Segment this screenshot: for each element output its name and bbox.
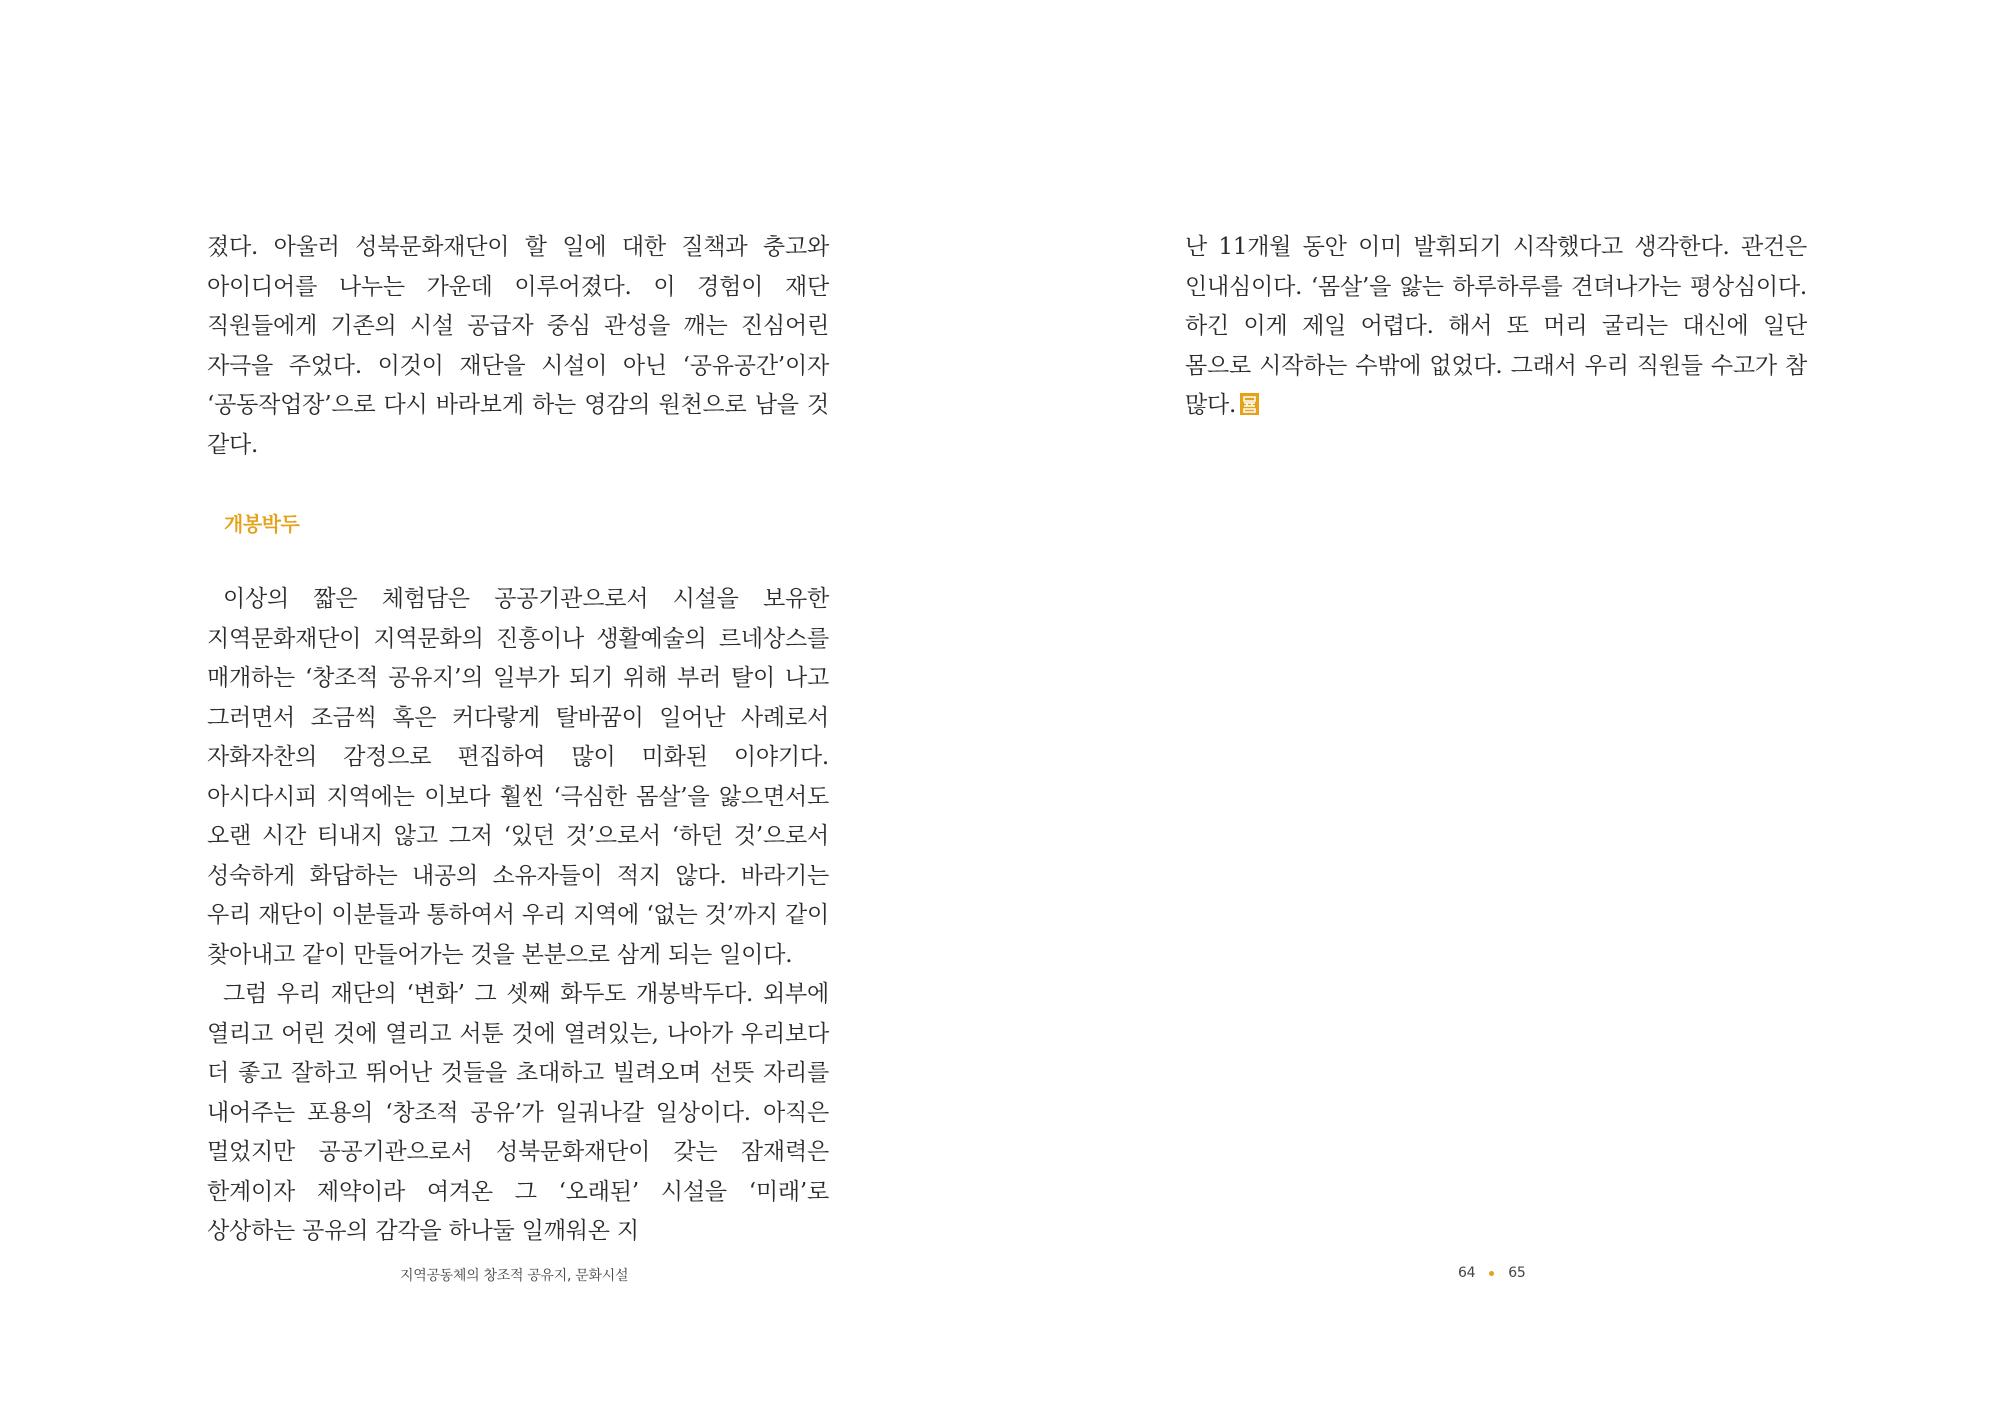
- page-number-right: 65: [1508, 1265, 1526, 1281]
- page-number-left: 64: [1458, 1265, 1476, 1281]
- left-body-block: [207, 580, 829, 1252]
- right-page: [1000, 0, 2000, 1413]
- intro-paragraph: 졌다. 아울러 성북문화재단이 할 일에 대한 질책과 충고와 아이디어를 나누는 가운데 이루어졌다. 이 경험이 재단 직원들에게 기존의 시설 공급자 중심 관성을 깨는 진심어린 자극을 주었다. 이것이 재단을 시설이 아닌 ‘공유공간’이자 ‘공동작업장’으로 다시 바라보게 하는 영감의 원천으로 남을 것 같다.: [207, 234, 829, 458]
- right-body-block: [1185, 228, 1807, 426]
- page-separator-dot: [1489, 1271, 1494, 1276]
- running-footer-title: 지역공동체의 창조적 공유지, 문화시설: [400, 1268, 629, 1284]
- left-intro-block: [207, 228, 829, 465]
- body-paragraph-2: 그럼 우리 재단의 ‘변화’ 그 셋째 화두도 개봉박두다. 외부에 열리고 어린 것에 열리고 서툰 것에 열려있는, 나아가 우리보다 더 좋고 잘하고 뛰어난 것들을 초대하고 빌려오며 선뜻 자리를 내어주는 포용의 ‘창조적 공유’가 일궈나갈 일상이다. 아직은 멀었지만 공공기관으로서 성북문화재단이 갖는 잠재력은 한계이자 제약이라 여겨온 그 ‘오래된’ 시설을 ‘미래’로 상상하는 공유의 감각을 하나둘 일깨워온 지: [207, 981, 829, 1244]
- page-numbers: [1458, 1265, 1525, 1281]
- end-mark-icon: [1240, 393, 1259, 415]
- body-paragraph-1: 이상의 짧은 체험담은 공공기관으로서 시설을 보유한 지역문화재단이 지역문화의 진흥이나 생활예술의 르네상스를 매개하는 ‘창조적 공유지’의 일부가 되기 위해 부러 탈이 나고 그러면서 조금씩 혹은 커다랗게 탈바꿈이 일어난 사례로서 자화자찬의 감정으로 편집하여 많이 미화된 이야기다. 아시다시피 지역에는 이보다 훨씬 ‘극심한 몸살’을 앓으면서도 오랜 시간 티내지 않고 그저 ‘있던 것’으로서 ‘하던 것’으로서 성숙하게 화답하는 내공의 소유자들이 적지 않다. 바라기는 우리 재단이 이분들과 통하여서 우리 지역에 ‘없는 것’까지 같이 찾아내고 같이 만들어가는 것을 본분으로 삼게 되는 일이다.: [207, 586, 829, 968]
- right-paragraph-text: 난 11개월 동안 이미 발휘되기 시작했다고 생각한다. 관건은 인내심이다. ‘몸살’을 앓는 하루하루를 견뎌나가는 평상심이다. 하긴 이게 제일 어렵다. 해서 또 머리 굴리는 대신에 일단 몸으로 시작하는 수밖에 없었다. 그래서 우리 직원들 수고가 참 많다.: [1185, 234, 1807, 418]
- right-paragraph: [1185, 228, 1807, 426]
- section-heading: 개봉박두: [224, 512, 300, 536]
